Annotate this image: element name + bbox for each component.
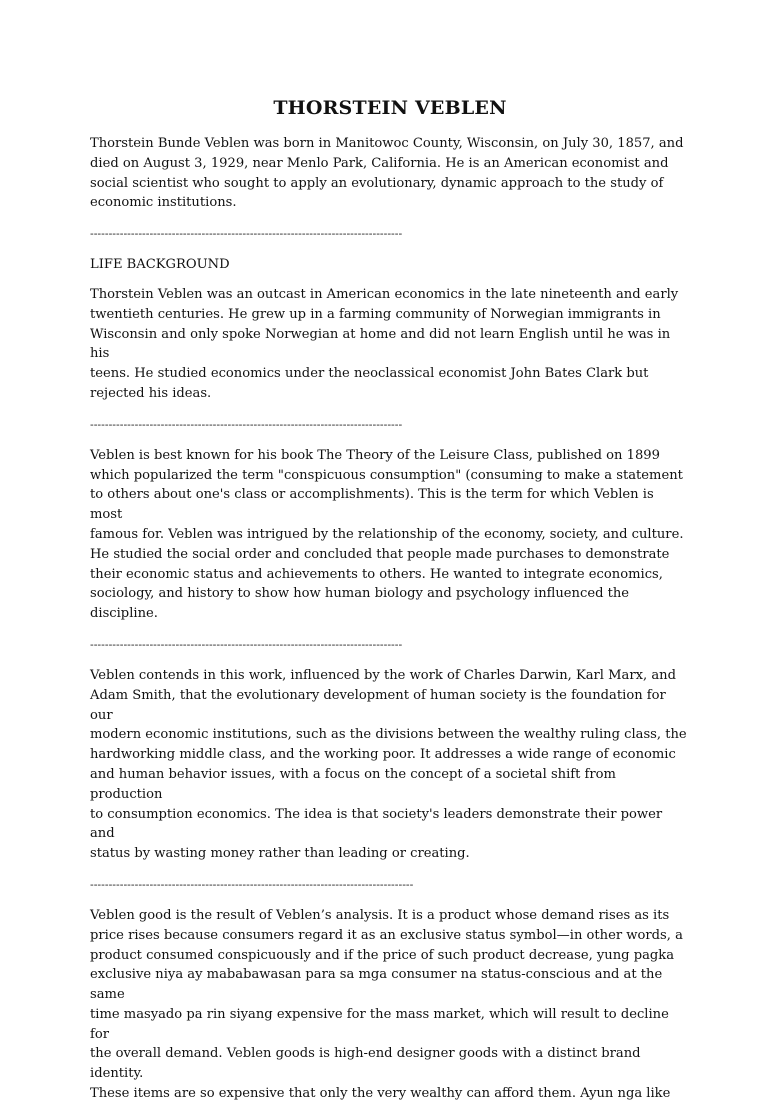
veblen-good-paragraph: Veblen good is the result of Veblen’s analysis. It is a product whose demand rises as its price rises because consumers regard it as an exclusive status symbol—in other words, a product consumed conspicuously and if the price of such product decrease, yung pagka exclusive niya ay mababawasan para sa mga consumer na status-conscious and at the same time masyado pa rin siyang expensive for the mass market, which will result to decline for the overall demand. Veblen goods is high-end designer goods with a distinct brand identity. These items are so expensive that only the very wealthy can afford them. Ayun nga like [90,907,683,1102]
section-divider: ------------------------------------------------------------------------------------ [90,417,403,431]
section-divider: ------------------------------------------------------------------------------------ [90,227,403,241]
document-page [90,92,690,1104]
section-heading: LIFE BACKGROUND [90,257,230,273]
section-divider: ------------------------------------------------------------------------------------ [90,637,403,651]
evolutionary-paragraph: Veblen contends in this work, influenced by the work of Charles Darwin, Karl Marx, and Adam Smith, that the evolutionary development of human society is the foundation for our modern economic institutions, such as the divisions between the wealthy ruling class, the hardworking middle class, and the working poor. It addresses a wide range of economic and human behavior issues, with a focus on the concept of a societal shift from production to consumption economics. The idea is that society's leaders demonstrate their power and status by wasting money rather than leading or creating. [90,667,687,862]
life-background-paragraph: Thorstein Veblen was an outcast in American economics in the late nineteenth and early twentieth centuries. He grew up in a farming community of Norwegian immigrants in Wisconsin and only spoke Norwegian at home and did not learn English until he was in his teens. He studied economics under the neoclassical economist John Bates Clark but rejected his ideas. [90,286,679,401]
section-divider: --------------------------------------------------------------------------------------- [90,877,414,891]
intro-paragraph: Thorstein Bunde Veblen was born in Manitowoc County, Wisconsin, on July 30, 1857, and died on August 3, 1929, near Menlo Park, California. He is an American economist and social scientist who sought to apply an evolutionary, dynamic approach to the study of economic institutions. [90,136,684,211]
document-title: THORSTEIN VEBLEN [273,97,507,119]
leisure-class-paragraph: Veblen is best known for his book The Theory of the Leisure Class, published on 1899 which popularized the term "conspicuous consumption" (consuming to make a statement to others about one's class or accomplishments). This is the term for which Veblen is most famous for. Veblen was intrigued by the relationship of the economy, society, and culture. He studied the social order and concluded that people made purchases to demonstrate their economic status and achievements to others. He wanted to integrate economics, sociology, and history to show how human biology and psychology influenced the discipline. [90,447,684,622]
